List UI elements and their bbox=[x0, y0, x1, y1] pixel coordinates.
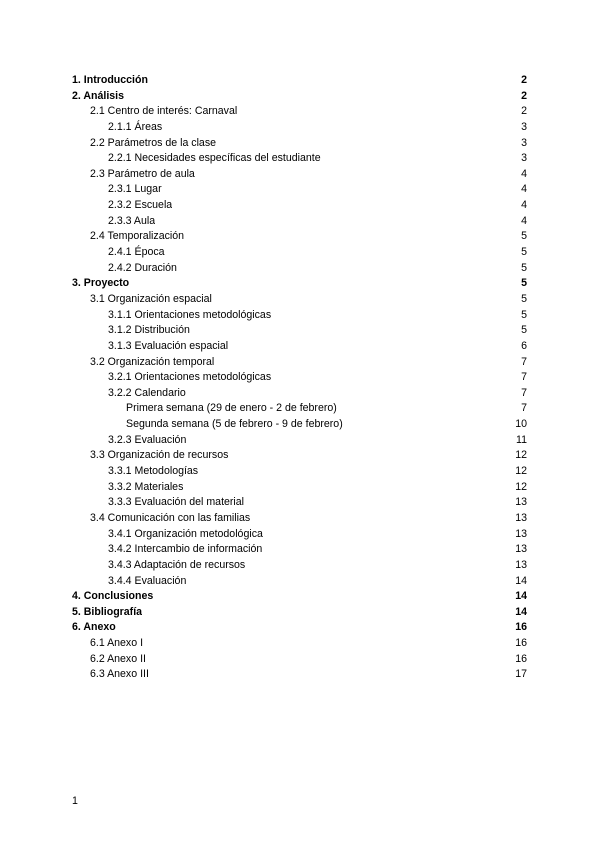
toc-entry-title: 3.3.1 Metodologías bbox=[108, 465, 199, 478]
toc-entry[interactable] bbox=[72, 589, 527, 605]
toc-entry[interactable] bbox=[72, 198, 527, 214]
toc-entry[interactable] bbox=[72, 401, 527, 417]
toc-entry[interactable] bbox=[72, 417, 527, 433]
toc-entry[interactable] bbox=[72, 182, 527, 198]
toc-entry-title: 3.2.1 Orientaciones metodológicas bbox=[108, 371, 272, 384]
toc-entry-page-number: 3 bbox=[521, 152, 527, 165]
toc-entry-page-number: 12 bbox=[515, 449, 527, 462]
toc-entry[interactable] bbox=[72, 167, 527, 183]
toc-entry[interactable] bbox=[72, 652, 527, 668]
toc-entry-page-number: 12 bbox=[515, 480, 527, 493]
toc-entry-title: 3.1.3 Evaluación espacial bbox=[108, 339, 229, 352]
toc-entry-page-number: 14 bbox=[515, 605, 527, 618]
toc-entry[interactable] bbox=[72, 120, 527, 136]
toc-entry-title: 3.3.2 Materiales bbox=[108, 480, 184, 493]
toc-entry-page-number: 3 bbox=[521, 136, 527, 149]
toc-entry-page-number: 7 bbox=[521, 402, 527, 415]
toc-entry-title: 3.4.1 Organización metodológica bbox=[108, 527, 263, 540]
toc-entry-title: 2.1.1 Áreas bbox=[108, 120, 163, 133]
toc-entry-title: 6.2 Anexo II bbox=[90, 652, 146, 665]
toc-entry[interactable] bbox=[72, 73, 527, 89]
toc-entry-title: 2.4.2 Duración bbox=[108, 261, 177, 274]
toc-entry[interactable] bbox=[72, 308, 527, 324]
toc-entry-page-number: 4 bbox=[521, 199, 527, 212]
toc-entry-title: 3.4.3 Adaptación de recursos bbox=[108, 558, 246, 571]
toc-entry-page-number: 2 bbox=[521, 74, 527, 86]
toc-entry-title: 6.3 Anexo III bbox=[90, 668, 149, 681]
toc-entry-page-number: 4 bbox=[521, 167, 527, 180]
toc-entry[interactable] bbox=[72, 136, 527, 152]
toc-entry-page-number: 13 bbox=[515, 558, 527, 571]
toc-entry-title: 3.4.2 Intercambio de información bbox=[108, 543, 263, 556]
toc-entry-page-number: 13 bbox=[515, 543, 527, 556]
toc-entry[interactable] bbox=[72, 355, 527, 371]
toc-entry-page-number: 5 bbox=[521, 277, 527, 290]
toc-entry-page-number: 5 bbox=[521, 246, 527, 259]
toc-entry-title: 3.2.3 Evaluación bbox=[108, 433, 187, 446]
toc-entry-page-number: 16 bbox=[515, 652, 527, 665]
toc-entry[interactable] bbox=[72, 276, 527, 292]
toc-entry-page-number: 5 bbox=[521, 292, 527, 305]
toc-entry-page-number: 2 bbox=[521, 89, 527, 102]
toc-entry-title: 3.1.1 Orientaciones metodológicas bbox=[108, 308, 272, 321]
toc-entry-title: 2.3 Parámetro de aula bbox=[90, 167, 195, 180]
toc-entry-page-number: 7 bbox=[521, 386, 527, 399]
toc-entry-page-number: 5 bbox=[521, 308, 527, 321]
toc-entry[interactable] bbox=[72, 245, 527, 261]
toc-entry[interactable] bbox=[72, 558, 527, 574]
toc-entry[interactable] bbox=[72, 339, 527, 355]
toc-entry-title: 2.4.1 Época bbox=[108, 246, 165, 259]
toc-entry[interactable] bbox=[72, 323, 527, 339]
page-number: 1 bbox=[72, 795, 78, 807]
toc-entry[interactable] bbox=[72, 214, 527, 230]
toc-entry-page-number: 5 bbox=[521, 230, 527, 243]
toc-entry-page-number: 16 bbox=[515, 621, 527, 634]
toc-entry-title: 3.3.3 Evaluación del material bbox=[108, 496, 245, 509]
toc-entry-title: 5. Bibliografía bbox=[72, 605, 143, 618]
toc-entry-page-number: 3 bbox=[521, 120, 527, 133]
toc-entry-page-number: 14 bbox=[515, 590, 527, 603]
toc-entry-page-number: 17 bbox=[515, 668, 527, 681]
toc-entry-title: 2.3.2 Escuela bbox=[108, 199, 173, 212]
toc-entry-title: 2.2.1 Necesidades específicas del estudiante bbox=[108, 152, 321, 165]
toc-entry[interactable] bbox=[72, 104, 527, 120]
toc-entry[interactable] bbox=[72, 89, 527, 105]
toc-entry-page-number: 5 bbox=[521, 324, 527, 337]
toc-entry-title: 3.2.2 Calendario bbox=[108, 386, 186, 399]
toc-entry-title: 1. Introducción bbox=[72, 74, 148, 86]
toc-entry[interactable] bbox=[72, 527, 527, 543]
table-of-contents bbox=[72, 73, 527, 683]
toc-entry-page-number: 13 bbox=[515, 511, 527, 524]
toc-entry-page-number: 7 bbox=[521, 371, 527, 384]
toc-entry[interactable] bbox=[72, 229, 527, 245]
toc-entry-page-number: 5 bbox=[521, 261, 527, 274]
toc-entry-page-number: 4 bbox=[521, 214, 527, 227]
toc-entry[interactable] bbox=[72, 620, 527, 636]
toc-entry-page-number: 10 bbox=[515, 418, 527, 431]
toc-entry[interactable] bbox=[72, 636, 527, 652]
toc-entry[interactable] bbox=[72, 605, 527, 621]
toc-entry[interactable] bbox=[72, 151, 527, 167]
toc-entry-title: 2.3.3 Aula bbox=[108, 214, 156, 227]
toc-entry[interactable] bbox=[72, 433, 527, 449]
toc-entry-page-number: 7 bbox=[521, 355, 527, 368]
toc-entry-title: 3.4 Comunicación con las familias bbox=[90, 511, 251, 524]
toc-entry-page-number: 16 bbox=[515, 637, 527, 650]
toc-entry[interactable] bbox=[72, 370, 527, 386]
toc-entry-page-number: 6 bbox=[521, 339, 527, 352]
toc-entry-title: 3.1.2 Distribución bbox=[108, 324, 190, 337]
toc-entry[interactable] bbox=[72, 480, 527, 496]
toc-entry[interactable] bbox=[72, 386, 527, 402]
toc-entry-page-number: 2 bbox=[521, 105, 527, 118]
toc-entry[interactable] bbox=[72, 448, 527, 464]
toc-entry[interactable] bbox=[72, 464, 527, 480]
toc-entry[interactable] bbox=[72, 574, 527, 590]
toc-entry-title: Primera semana (29 de enero - 2 de febrero) bbox=[126, 402, 337, 415]
toc-entry-title: 3.2 Organización temporal bbox=[90, 355, 215, 368]
toc-entry-title: 2.1 Centro de interés: Carnaval bbox=[90, 105, 238, 118]
toc-entry[interactable] bbox=[72, 511, 527, 527]
toc-entry-title: 3.4.4 Evaluación bbox=[108, 574, 187, 587]
toc-entry-title: 2. Análisis bbox=[72, 89, 125, 102]
toc-entry-title: 3.3 Organización de recursos bbox=[90, 449, 229, 462]
toc-entry-page-number: 13 bbox=[515, 496, 527, 509]
toc-entry-page-number: 4 bbox=[521, 183, 527, 196]
toc-entry[interactable] bbox=[72, 542, 527, 558]
toc-entry-page-number: 14 bbox=[515, 574, 527, 587]
toc-entry[interactable] bbox=[72, 292, 527, 308]
toc-entry-title: 3.1 Organización espacial bbox=[90, 292, 212, 305]
toc-entry-title: 2.2 Parámetros de la clase bbox=[90, 136, 217, 149]
toc-entry[interactable] bbox=[72, 495, 527, 511]
toc-entry-title: 6.1 Anexo I bbox=[90, 637, 144, 650]
toc-entry-title: 6. Anexo bbox=[72, 621, 116, 634]
toc-entry-title: 4. Conclusiones bbox=[72, 590, 154, 603]
toc-entry-title: Segunda semana (5 de febrero - 9 de febrero) bbox=[126, 418, 343, 431]
toc-entry-page-number: 11 bbox=[516, 433, 527, 446]
toc-entry-title: 2.4 Temporalización bbox=[90, 230, 185, 243]
toc-entry-title: 3. Proyecto bbox=[72, 277, 130, 290]
toc-entry-title: 2.3.1 Lugar bbox=[108, 183, 162, 196]
toc-entry-page-number: 13 bbox=[515, 527, 527, 540]
toc-entry-page-number: 12 bbox=[515, 465, 527, 478]
toc-entry[interactable] bbox=[72, 667, 527, 683]
toc-entry[interactable] bbox=[72, 261, 527, 277]
